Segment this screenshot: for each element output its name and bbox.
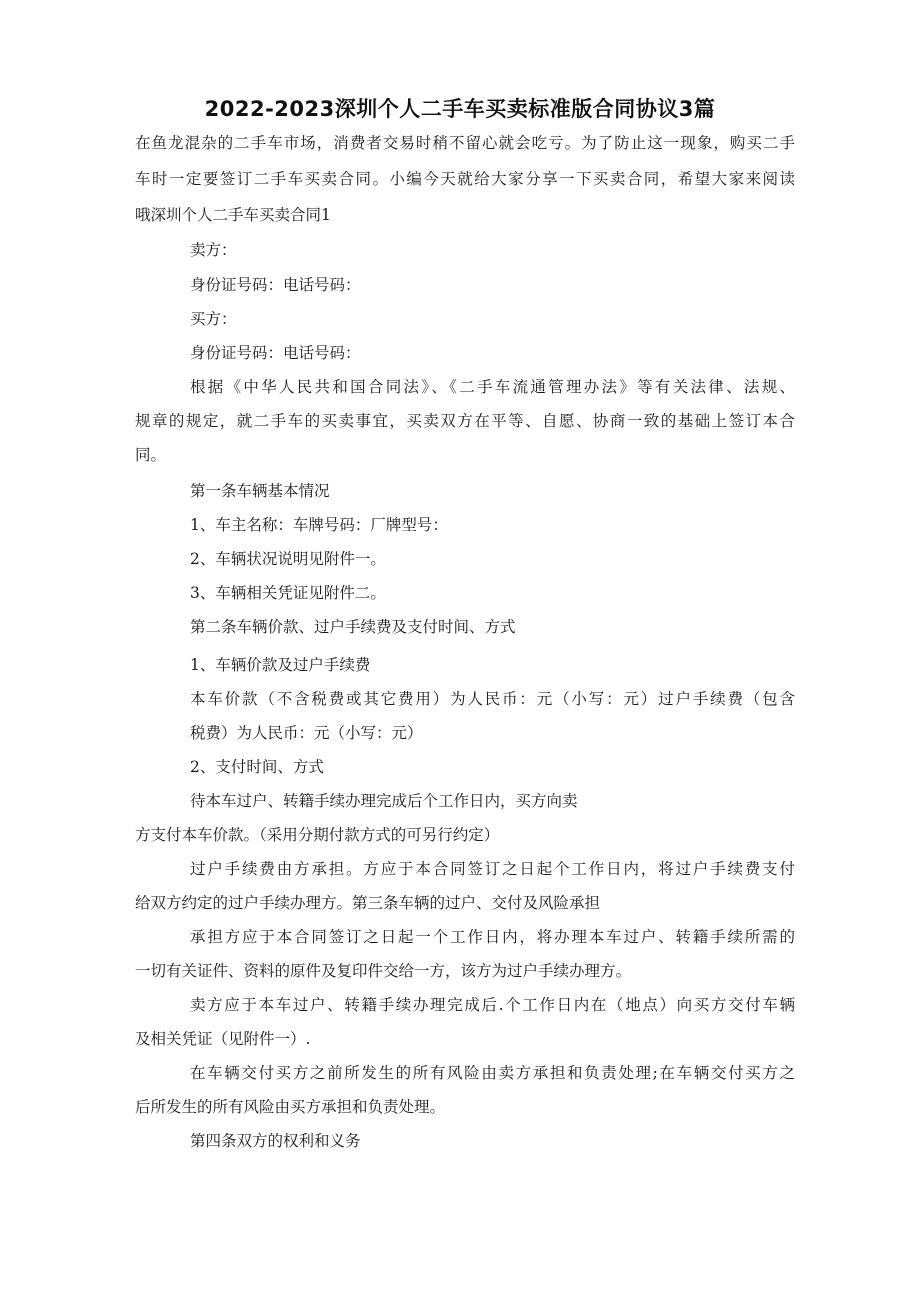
transfer-line-1: 承担方应于本合同签订之日起一个工作日内，将办理本车过户、转籍手续所需的 bbox=[190, 928, 795, 946]
delivery-line-2: 及相关凭证（见附件一）. bbox=[135, 1030, 311, 1048]
article-1-item-2: 2、车辆状况说明见附件一。 bbox=[190, 550, 386, 568]
article-4-heading: 第四条双方的权利和义务 bbox=[190, 1132, 361, 1150]
article-1-heading: 第一条车辆基本情况 bbox=[190, 482, 330, 500]
fee-line-2: 给双方约定的过户手续办理方。第三条车辆的过户、交付及风险承担 bbox=[135, 894, 601, 912]
preamble-line-1: 根据《中华人民共和国合同法》、《二手车流通管理办法》等有关法律、法规、 bbox=[190, 378, 795, 396]
preamble-line-2: 规章的规定，就二手车的买卖事宜，买卖双方在平等、自愿、协商一致的基础上签订本合 bbox=[135, 412, 795, 430]
seller-label: 卖方： bbox=[190, 241, 237, 259]
buyer-label: 买方： bbox=[190, 310, 237, 328]
intro-line-1: 在鱼龙混杂的二手车市场，消费者交易时稍不留心就会吃亏。为了防止这一现象，购买二手 bbox=[135, 134, 795, 152]
intro-line-2: 车时一定要签订二手车买卖合同。小编今天就给大家分享一下买卖合同，希望大家来阅读 bbox=[135, 170, 795, 188]
article-2-item-1: 1、车辆价款及过户手续费 bbox=[190, 656, 371, 674]
preamble-line-3: 同。 bbox=[135, 446, 167, 464]
transfer-line-2: 一切有关证件、资料的原件及复印件交给一方，该方为过户手续办理方。 bbox=[135, 962, 632, 980]
seller-id-phone: 身份证号码：电话号码： bbox=[190, 276, 361, 294]
article-1-item-1: 1、车主名称：车牌号码：厂牌型号： bbox=[190, 516, 448, 534]
article-2-heading: 第二条车辆价款、过户手续费及支付时间、方式 bbox=[190, 618, 516, 636]
fee-line-1: 过户手续费由方承担。方应于本合同签订之日起个工作日内，将过户手续费支付 bbox=[190, 860, 795, 878]
risk-line-2: 后所发生的所有风险由买方承担和负责处理。 bbox=[135, 1098, 446, 1116]
article-2-item-2: 2、支付时间、方式 bbox=[190, 758, 324, 776]
price-line-2: 税费）为人民币：元（小写：元） bbox=[190, 724, 423, 742]
price-line-1: 本车价款（不含税费或其它费用）为人民币：元（小写：元）过户手续费（包含 bbox=[190, 690, 795, 708]
payment-line-2: 方支付本车价款。（采用分期付款方式的可另行约定） bbox=[135, 826, 500, 844]
contract-heading: 哦深圳个人二手车买卖合同1 bbox=[135, 206, 331, 224]
delivery-line-1: 卖方应于本车过户、转籍手续办理完成后.个工作日内在（地点）向买方交付车辆 bbox=[190, 996, 795, 1014]
risk-line-1: 在车辆交付买方之前所发生的所有风险由卖方承担和负责处理;在车辆交付买方之 bbox=[190, 1064, 795, 1082]
payment-line-1: 待本车过户、转籍手续办理完成后个工作日内，买方向卖 bbox=[190, 792, 578, 810]
buyer-id-phone: 身份证号码：电话号码： bbox=[190, 344, 361, 362]
document-title: 2022-2023深圳个人二手车买卖标准版合同协议3篇 bbox=[204, 97, 716, 121]
article-1-item-3: 3、车辆相关凭证见附件二。 bbox=[190, 584, 386, 602]
